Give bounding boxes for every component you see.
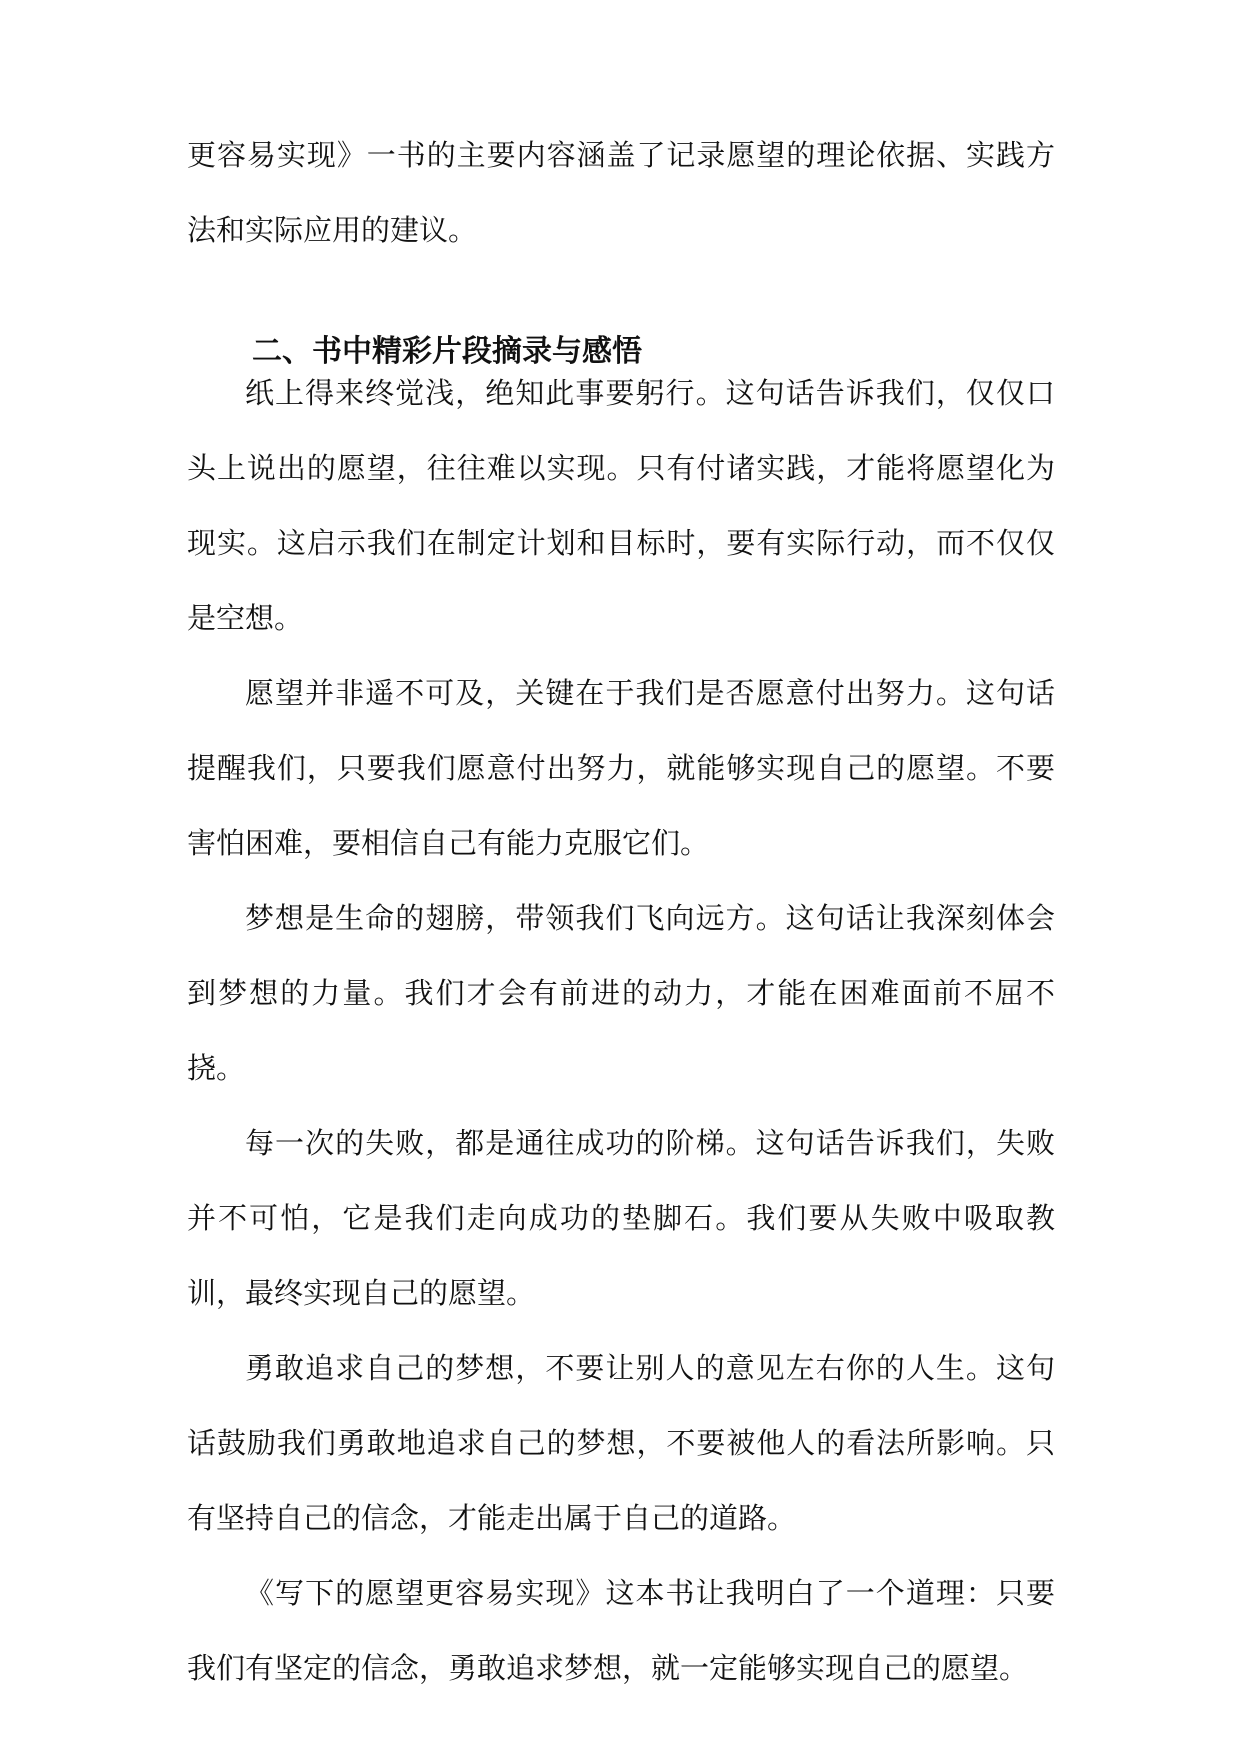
paragraph-1: 纸上得来终觉浅，绝知此事要躬行。这句话告诉我们，仅仅口头上说出的愿望，往往难以实现。只有付诸实践，才能将愿望化为现实。这启示我们在制定计划和目标时，要有实际行动，而不仅仅是空想。	[187, 376, 1055, 635]
paragraph-5: 勇敢追求自己的梦想，不要让别人的意见左右你的人生。这句话鼓励我们勇敢地追求自己的梦想，不要被他人的看法所影响。只有坚持自己的信念，才能走出属于自己的道路。	[187, 1351, 1055, 1535]
paragraph-4: 每一次的失败，都是通往成功的阶梯。这句话告诉我们，失败并不可怕，它是我们走向成功的垫脚石。我们要从失败中吸取教训，最终实现自己的愿望。	[187, 1126, 1055, 1310]
continuation-paragraph: 更容易实现》一书的主要内容涵盖了记录愿望的理论依据、实践方法和实际应用的建议。	[187, 138, 1055, 247]
section-heading: 二、书中精彩片段摘录与感悟	[252, 334, 642, 369]
body-text-block	[187, 356, 1055, 1706]
paragraph-6: 《写下的愿望更容易实现》这本书让我明白了一个道理：只要我们有坚定的信念，勇敢追求梦想，就一定能够实现自己的愿望。	[187, 1576, 1055, 1685]
paragraph-3: 梦想是生命的翅膀，带领我们飞向远方。这句话让我深刻体会到梦想的力量。我们才会有前进的动力，才能在困难面前不屈不挠。	[187, 901, 1055, 1085]
intro-text-block	[187, 118, 1055, 268]
paragraph-2: 愿望并非遥不可及，关键在于我们是否愿意付出努力。这句话提醒我们，只要我们愿意付出努力，就能够实现自己的愿望。不要害怕困难，要相信自己有能力克服它们。	[187, 676, 1055, 860]
